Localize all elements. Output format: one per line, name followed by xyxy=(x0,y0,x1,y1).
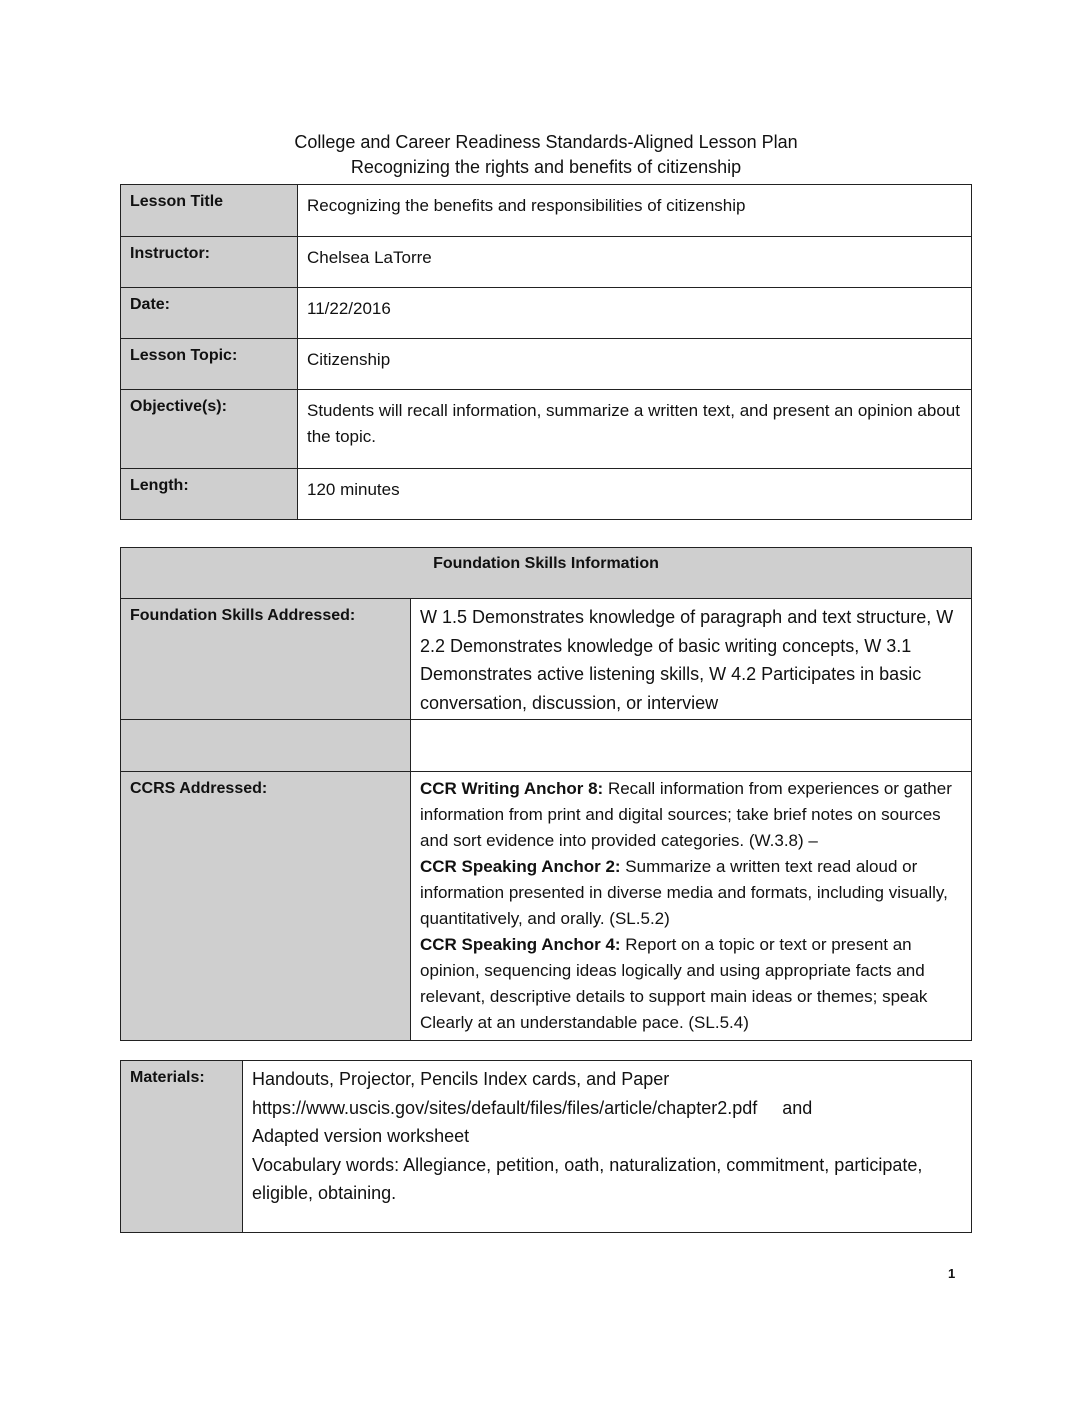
materials-line: Adapted version worksheet xyxy=(252,1126,470,1146)
document-title xyxy=(120,130,972,180)
row-label: Instructor: xyxy=(121,237,298,288)
length-value: 120 minutes xyxy=(298,469,972,520)
materials-value xyxy=(243,1061,972,1233)
empty-value-cell xyxy=(411,720,972,772)
lesson-info-table xyxy=(120,184,972,520)
table-header-row xyxy=(121,548,972,599)
table-row xyxy=(121,1061,972,1233)
table-row xyxy=(121,288,972,339)
table-row xyxy=(121,185,972,237)
ccrs-anchor: CCR Speaking Anchor 2: Summarize a written text read aloud or information presented in diverse media and formats, including visually, quantitatively, and orally. (SL.5.2) xyxy=(420,857,948,928)
row-label: Objective(s): xyxy=(121,390,298,469)
row-label: Date: xyxy=(121,288,298,339)
row-label: Lesson Title xyxy=(121,185,298,237)
instructor-value: Chelsea LaTorre xyxy=(298,237,972,288)
row-label: Length: xyxy=(121,469,298,520)
foundation-skills-table xyxy=(120,547,972,1041)
objectives-value: Students will recall information, summarize a written text, and present an opinion about the topic. xyxy=(298,390,972,469)
row-label: Materials: xyxy=(121,1061,243,1233)
lesson-title-value: Recognizing the benefits and responsibilities of citizenship xyxy=(298,185,972,237)
row-label: Foundation Skills Addressed: xyxy=(121,599,411,720)
vocabulary-line: Vocabulary words: Allegiance, petition, oath, naturalization, commitment, participate, eligible, obtaining. xyxy=(252,1154,923,1203)
table-row xyxy=(121,599,972,720)
materials-table xyxy=(120,1060,972,1233)
title-line-2: Recognizing the rights and benefits of citizenship xyxy=(350,157,742,177)
table-row xyxy=(121,720,972,772)
page-number: 1 xyxy=(948,1266,956,1281)
empty-label-cell xyxy=(121,720,411,772)
lesson-topic-value: Citizenship xyxy=(298,339,972,390)
table-row xyxy=(121,469,972,520)
materials-link: https://www.uscis.gov/sites/default/files/files/article/chapter2.pdf and xyxy=(252,1097,813,1118)
table-row xyxy=(121,237,972,288)
materials-line: Handouts, Projector, Pencils Index cards, and Paper xyxy=(252,1069,670,1089)
foundation-header: Foundation Skills Information xyxy=(121,548,972,599)
date-value: 11/22/2016 xyxy=(298,288,972,339)
ccrs-value xyxy=(411,772,972,1041)
table-row xyxy=(121,390,972,469)
title-line-1: College and Career Readiness Standards-Aligned Lesson Plan xyxy=(294,132,798,152)
row-label: Lesson Topic: xyxy=(121,339,298,390)
foundation-skills-value: W 1.5 Demonstrates knowledge of paragraph and text structure, W 2.2 Demonstrates knowledge of basic writing concepts, W 3.1 Demonstrates active listening skills, W 4.2 Participates in basic conversation, discussion, or interview xyxy=(411,599,972,720)
table-row xyxy=(121,339,972,390)
ccrs-anchor: CCR Writing Anchor 8: Recall information from experiences or gather information from print and digital sources; take brief notes on sources and sort evidence into provided categories. (W.3.8) – xyxy=(420,779,952,850)
table-row xyxy=(121,772,972,1041)
ccrs-anchor: CCR Speaking Anchor 4: Report on a topic or text or present an opinion, sequencing ideas logically and using appropriate facts and relevant, descriptive details to support main ideas or themes; speak Clearly at an understandable pace. (SL.5.4) xyxy=(420,935,928,1032)
row-label: CCRS Addressed: xyxy=(121,772,411,1041)
